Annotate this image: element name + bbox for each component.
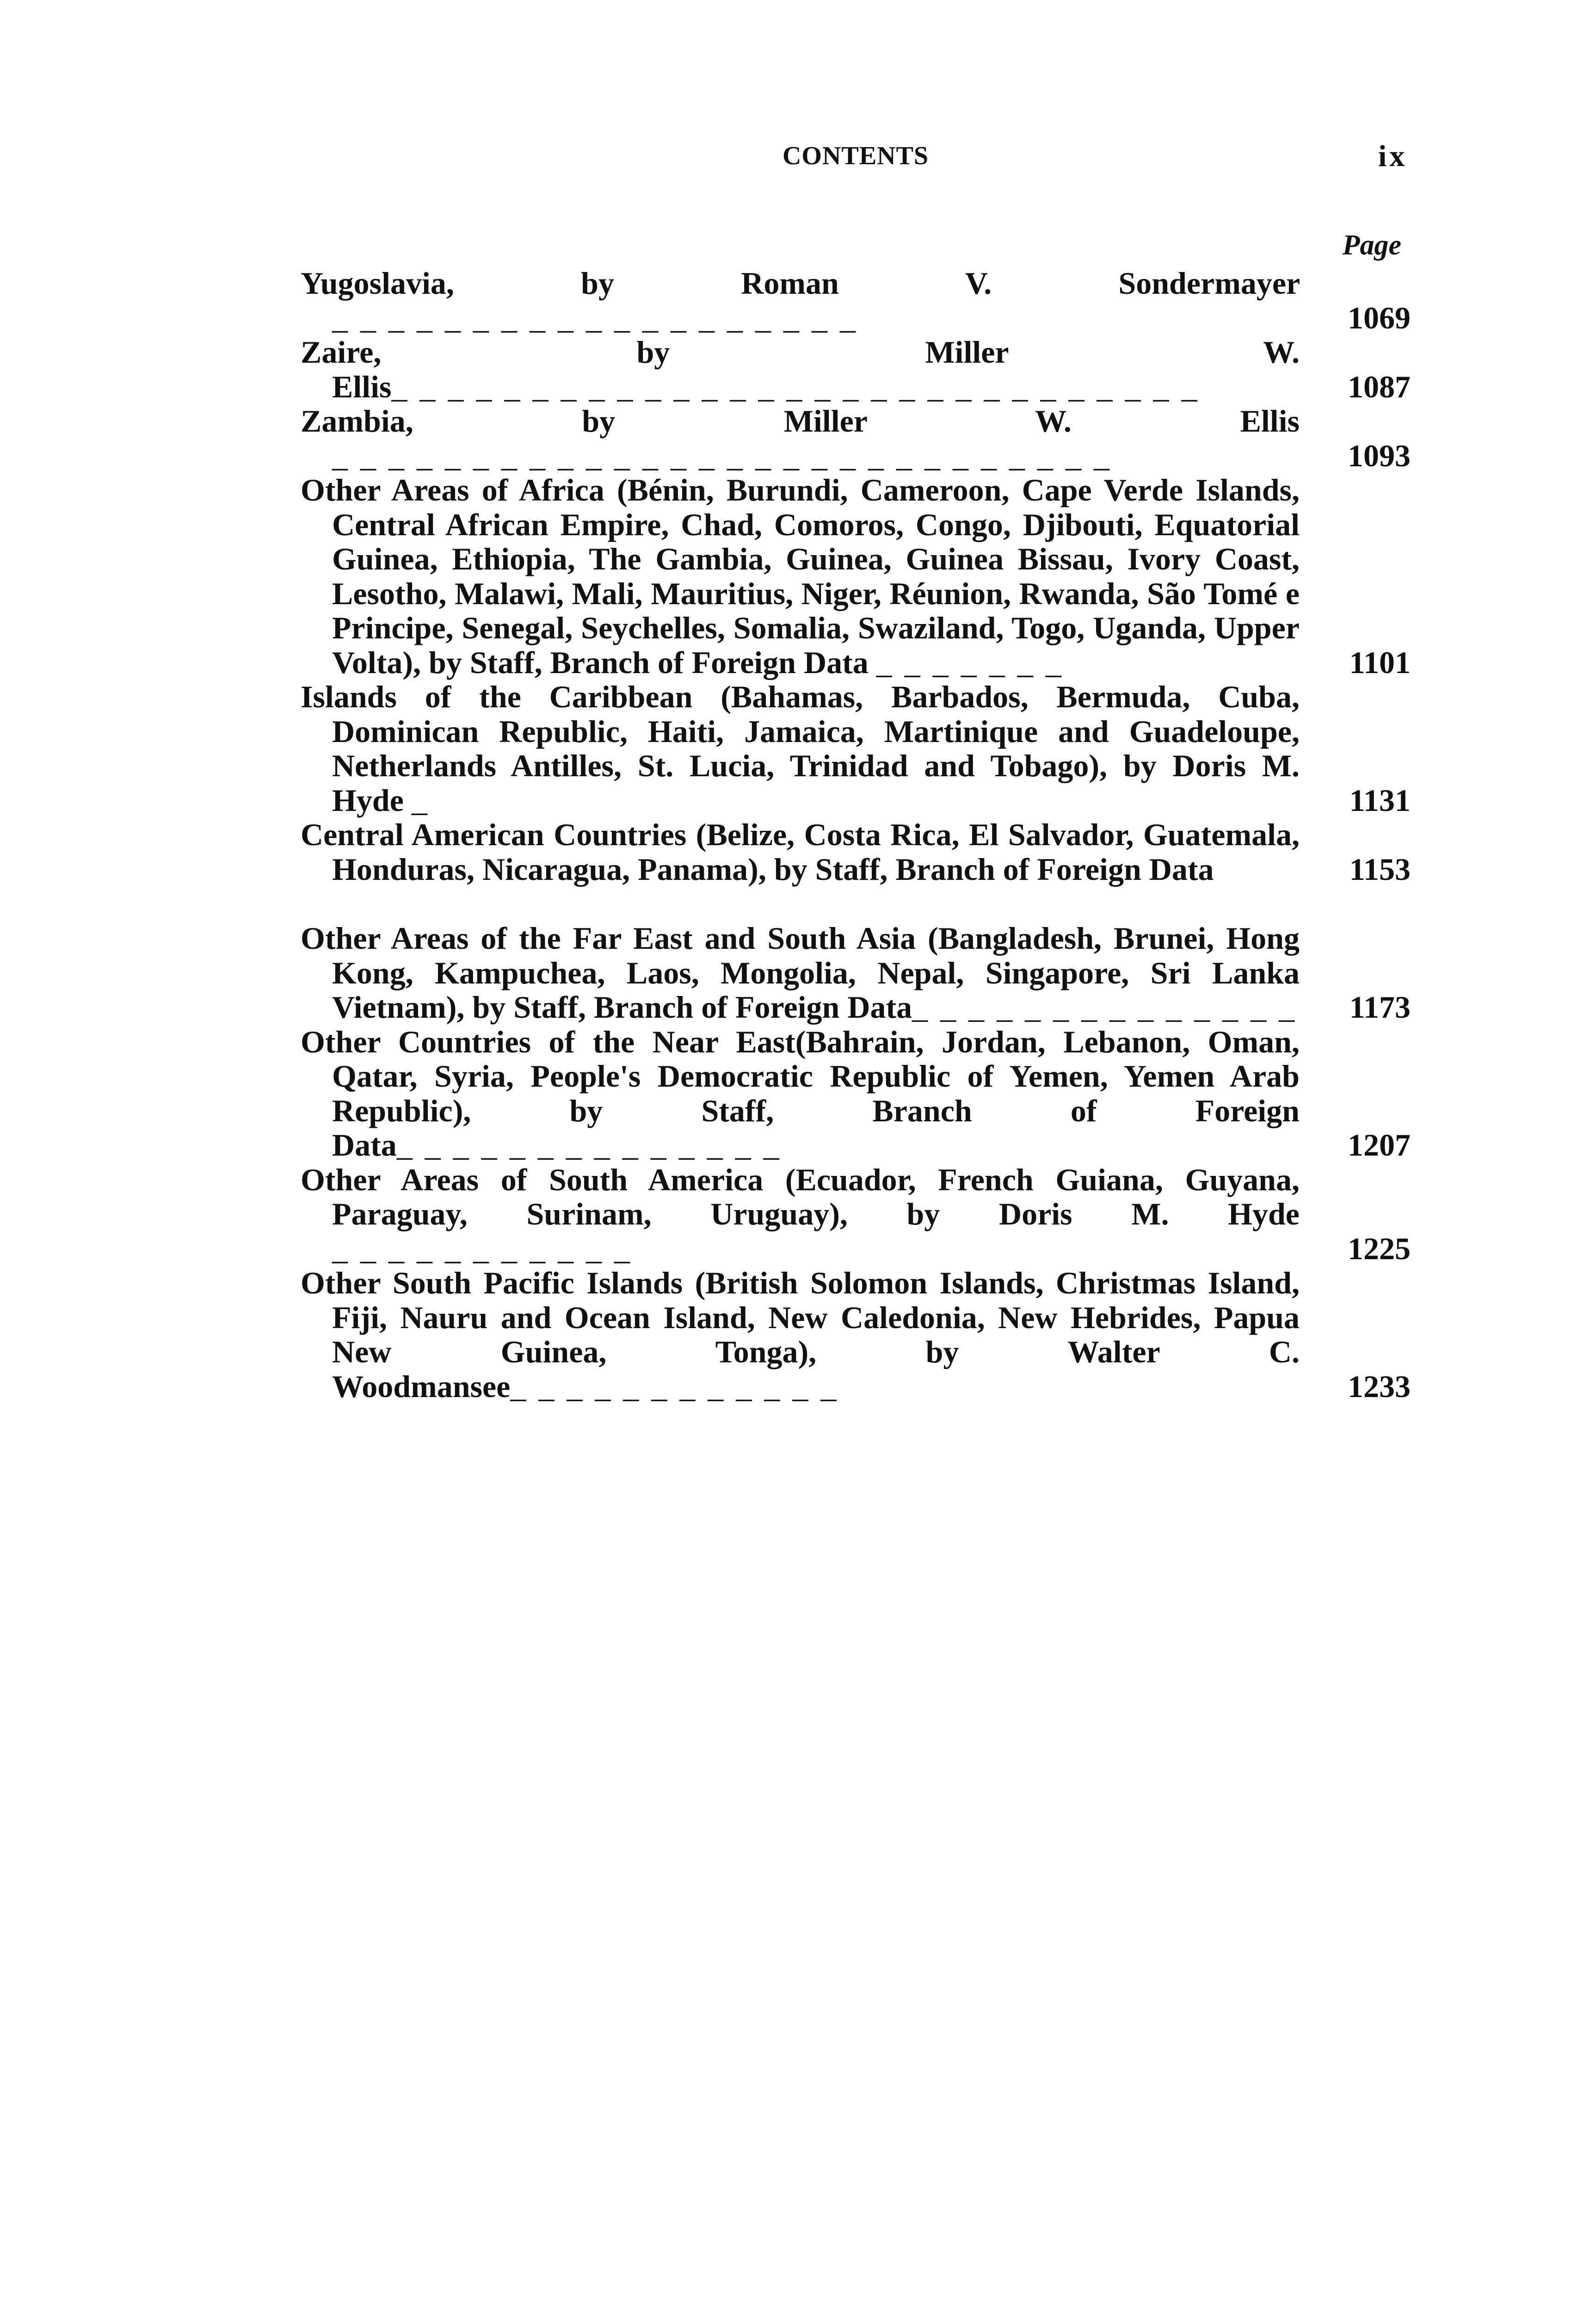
dot-leader: _ _ _ _ _ _ _ _ _ _ _ — [332, 1231, 632, 1266]
toc-entry-page: 1207 — [1348, 1127, 1411, 1163]
page-number: ix — [1378, 139, 1408, 173]
toc-entry — [301, 921, 1411, 1025]
dot-leader: _ _ _ _ _ _ _ _ _ _ _ _ _ _ — [912, 990, 1297, 1025]
toc-entry-page: 1131 — [1349, 782, 1411, 818]
toc-entry-page: 1101 — [1349, 644, 1411, 680]
toc-entry — [301, 335, 1411, 404]
dot-leader: _ _ _ _ _ _ _ _ _ _ _ _ _ _ _ _ _ _ _ — [332, 300, 858, 335]
dot-leader: _ — [411, 782, 430, 818]
toc-entry-title: Zambia, by Miller W. Ellis — [301, 403, 1300, 439]
table-of-contents — [301, 266, 1411, 1404]
dot-leader: _ _ _ _ _ _ _ — [876, 644, 1064, 680]
dot-leader: _ _ _ _ _ _ _ _ _ _ _ _ _ _ _ _ _ _ _ _ _ _ _ _ _ _ _ _ — [332, 438, 1112, 473]
toc-entry-page: 1233 — [1348, 1368, 1411, 1404]
toc-entry — [301, 1266, 1411, 1404]
toc-entry-page: 1225 — [1348, 1231, 1411, 1266]
toc-group-1 — [301, 266, 1411, 886]
toc-entry-title: Other Areas of the Far East and South Asia (Bangladesh, Brunei, Hong Kong, Kampuchea, Laos, Mongolia, Nepal, Singapore, Sri Lanka Vietnam), by Staff, Branch of Foreign Data — [301, 921, 1300, 1025]
toc-entry-title: Yugoslavia, by Roman V. Sondermayer — [301, 266, 1300, 301]
dot-leader: _ _ _ _ _ _ _ _ _ _ _ _ — [510, 1368, 839, 1404]
toc-entry-page: 1153 — [1349, 851, 1411, 887]
running-head: CONTENTS — [782, 142, 929, 170]
toc-entry-title: Central American Countries (Belize, Costa Rica, El Salvador, Guatemala, Honduras, Nicaragua, Panama), by Staff, Branch of Foreign Data — [301, 817, 1300, 887]
toc-entry — [301, 680, 1411, 817]
toc-entry-title: Other South Pacific Islands (British Solomon Islands, Christmas Island, Fiji, Nauru and Ocean Island, New Caledonia, New Hebrides, Papua New Guinea, Tonga), by Walter C. Woodmansee — [301, 1265, 1300, 1404]
page-column-heading: Page — [1342, 229, 1401, 261]
dot-leader: _ _ _ _ _ _ _ _ _ _ _ _ _ _ — [396, 1127, 782, 1163]
toc-entry-page: 1087 — [1348, 369, 1411, 404]
section-gap — [301, 886, 1411, 921]
toc-entry-title: Other Areas of South America (Ecuador, French Guiana, Guyana, Paraguay, Surinam, Uruguay), by Doris M. Hyde — [301, 1162, 1300, 1231]
toc-entry — [301, 1025, 1411, 1163]
toc-entry — [301, 817, 1411, 886]
toc-entry-page: 1173 — [1349, 990, 1411, 1025]
toc-entry — [301, 404, 1411, 473]
toc-entry-title: Zaire, by Miller W. Ellis — [301, 334, 1300, 404]
toc-entry — [301, 473, 1411, 680]
dot-leader: _ _ _ _ _ _ _ _ _ _ _ _ _ _ _ _ _ _ _ _ _ _ _ _ _ _ _ _ _ — [391, 369, 1200, 404]
toc-group-2 — [301, 921, 1411, 1404]
toc-entry — [301, 1163, 1411, 1266]
toc-entry-page: 1069 — [1348, 300, 1411, 335]
toc-entry-title: Other Countries of the Near East(Bahrain, Jordan, Lebanon, Oman, Qatar, Syria, People's Democratic Republic of Yemen, Yemen Arab Republic), by Staff, Branch of Foreign Data — [301, 1024, 1300, 1163]
toc-entry-title: Islands of the Caribbean (Bahamas, Barbados, Bermuda, Cuba, Dominican Republic, Haiti, Jamaica, Martinique and Guadeloupe, Netherlands Antilles, St. Lucia, Trinidad and Tobago), by Doris M. Hyde — [301, 679, 1300, 818]
toc-entry-page: 1093 — [1348, 438, 1411, 473]
toc-entry — [301, 266, 1411, 335]
toc-entry-title: Other Areas of Africa (Bénin, Burundi, Cameroon, Cape Verde Islands, Central African Empire, Chad, Comoros, Congo, Djibouti, Equatorial Guinea, Ethiopia, The Gambia, Guinea, Guinea Bissau, Ivory Coast, Lesotho, Malawi, Mali, Mauritius, Niger, Réunion, Rwanda, São Tomé e Principe, Senegal, Seychelles, Somalia, Swaziland, Togo, Uganda, Upper Volta), by Staff, Branch of Foreign Data — [301, 472, 1300, 680]
